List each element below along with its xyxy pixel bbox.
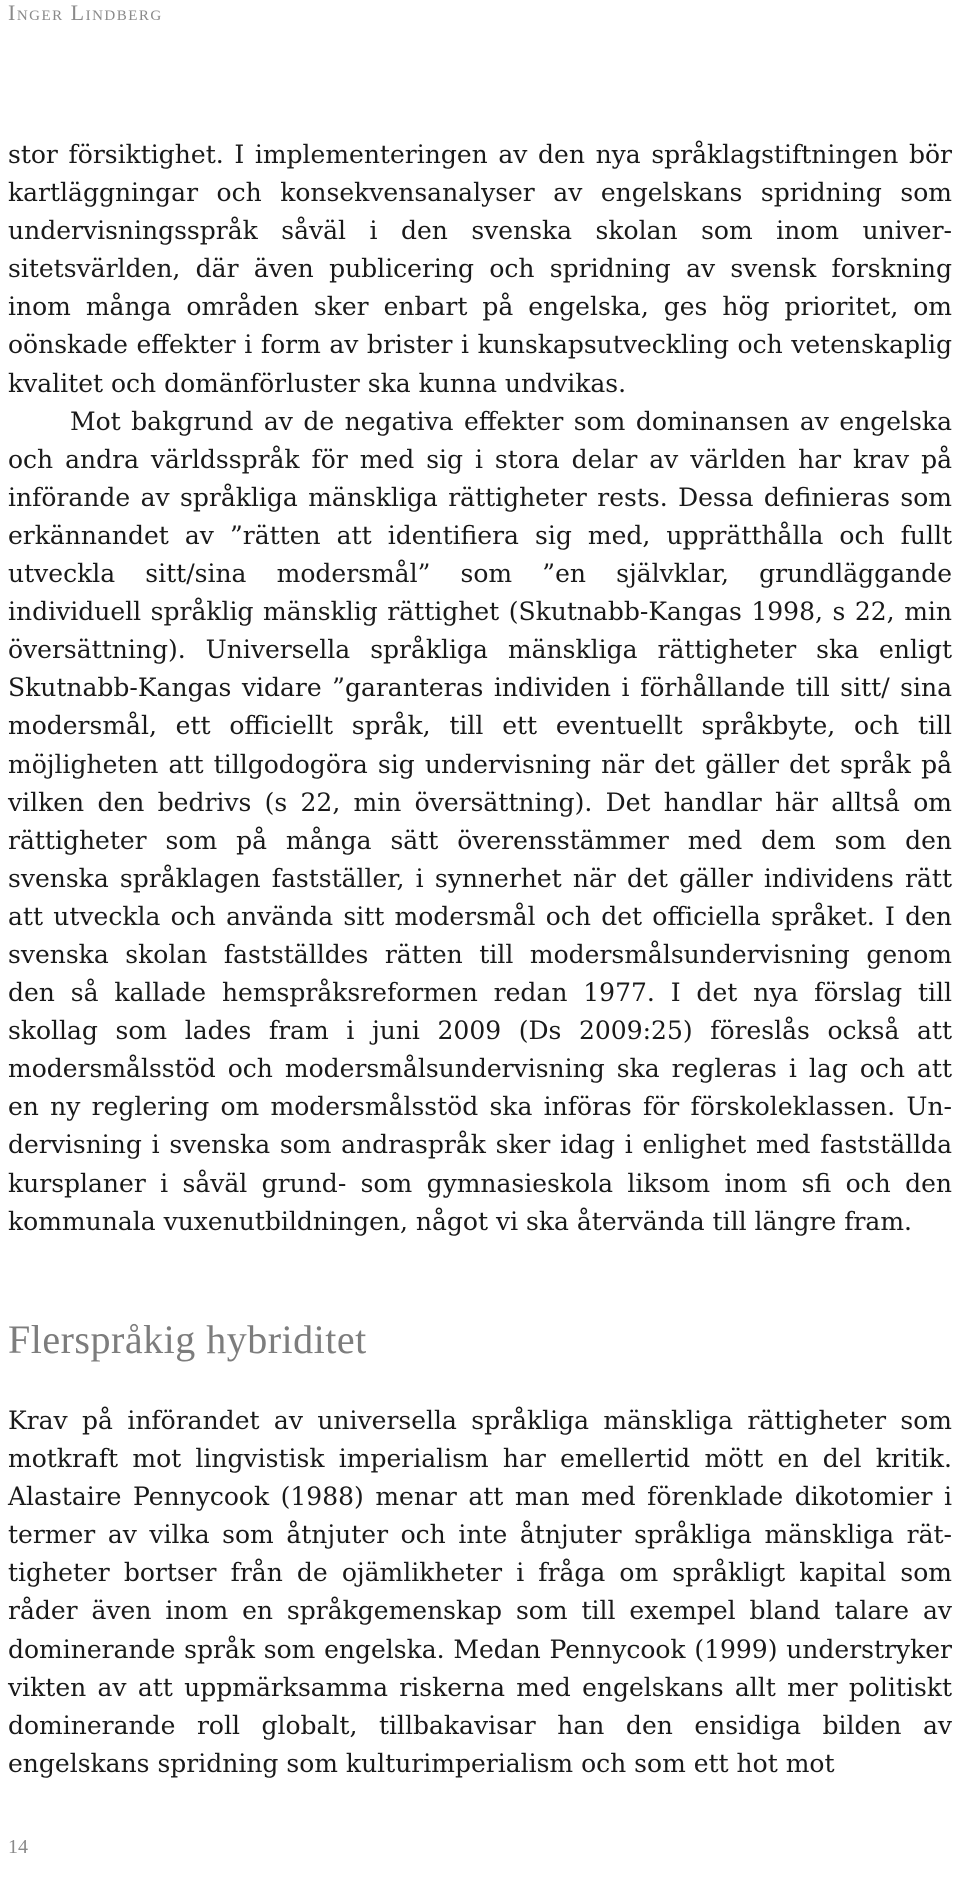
paragraph-rights: Mot bakgrund av de negativa effekter som dominansen av engelska och andra världsspråk för med sig i stora delar av världen har krav på införande av språkliga mänskliga rättigheter rests. Dessa definieras som erkännandet av ”rätten att identifiera sig med, upprätthålla och fullt utveckla sitt/sina modersmål” som ”en självklar, grundläggande individuell språklig mänsklig rättighet (Skutnabb-Kangas 1998, s 22, min översättning). Universella språkliga mänskliga rättigheter ska enligt Skutnabb-Kangas vidare ”garanteras individen i förhållande till sitt/ sina modersmål, ett officiellt språk, till ett eventuellt språkbyte, och till möjligheten att tillgodogöra sig undervisning när det gäller det språk på vilken den bedrivs (s 22, min översättning). Det handlar här alltså om rättigheter som på många sätt överensstämmer med dem som den svenska språklagen fastställer, i synnerhet när det gäller individens rätt att utveckla och använda sitt modersmål och det officiella språket. I den svenska skolan fastställdes rätten till modersmålsundervisning genom den så kallade hemspråksreformen redan 1977. I det nya förslag till skollag som lades fram i juni 2009 (Ds 2009:25) föreslås också att modersmålsstöd och modersmålsundervisning ska regleras i lag och att en ny reglering om modersmålsstöd ska införas för förskoleklassen. Undervisning i svenska som andraspråk sker idag i enlighet med fastställda kursplaner i såväl grund- som gymnasieskola liksom inom sfi och den kommunala vuxenutbildningen, något vi ska återvända till längre fram. <box>8 406 952 1236</box>
page-number: 14 <box>8 1836 28 1858</box>
paragraph-hybridity: Krav på införandet av universella språkliga mänskliga rättigheter som motkraft mot lingvistisk imperialism har emellertid mött en del kritik. Alastaire Pennycook (1988) menar att man med förenklade dikotomier i termer av vilka som åtnjuter och inte åtnjuter språkliga mänskliga rättigheter bortser från de ojämlikheter i fråga om språkligt kapital som råder även inom en språkgemenskap som till exempel bland talare av dominerande språk som engelska. Medan Pennycook (1999) understryker vikten av att uppmärksamma riskerna med engelskans allt mer politiskt dominerande roll globalt, tillbakavisar han den ensidiga bilden av engelskans spridning som kulturimperialism och som ett hot mot <box>8 1406 952 1778</box>
section-heading: Flerspråkig hybriditet <box>8 1317 367 1362</box>
body-text-section <box>8 1402 952 1783</box>
body-text-upper <box>8 136 952 1241</box>
running-head: Inger Lindberg <box>8 0 163 25</box>
paragraph-continuation: stor försiktighet. I implementeringen av den nya språklagstiftningen bör kartläggningar och konsekvensanalyser av engelskans spridning som undervisningsspråk såväl i den svenska skolan som inom universitetsvärlden, där även publicering och spridning av svensk forskning inom många områden sker enbart på engelska, ges hög prioritet, om oönskade effekter i form av brister i kunskapsutveckling och vetenskaplig kvalitet och domänförluster ska kunna undvikas. <box>8 140 952 398</box>
